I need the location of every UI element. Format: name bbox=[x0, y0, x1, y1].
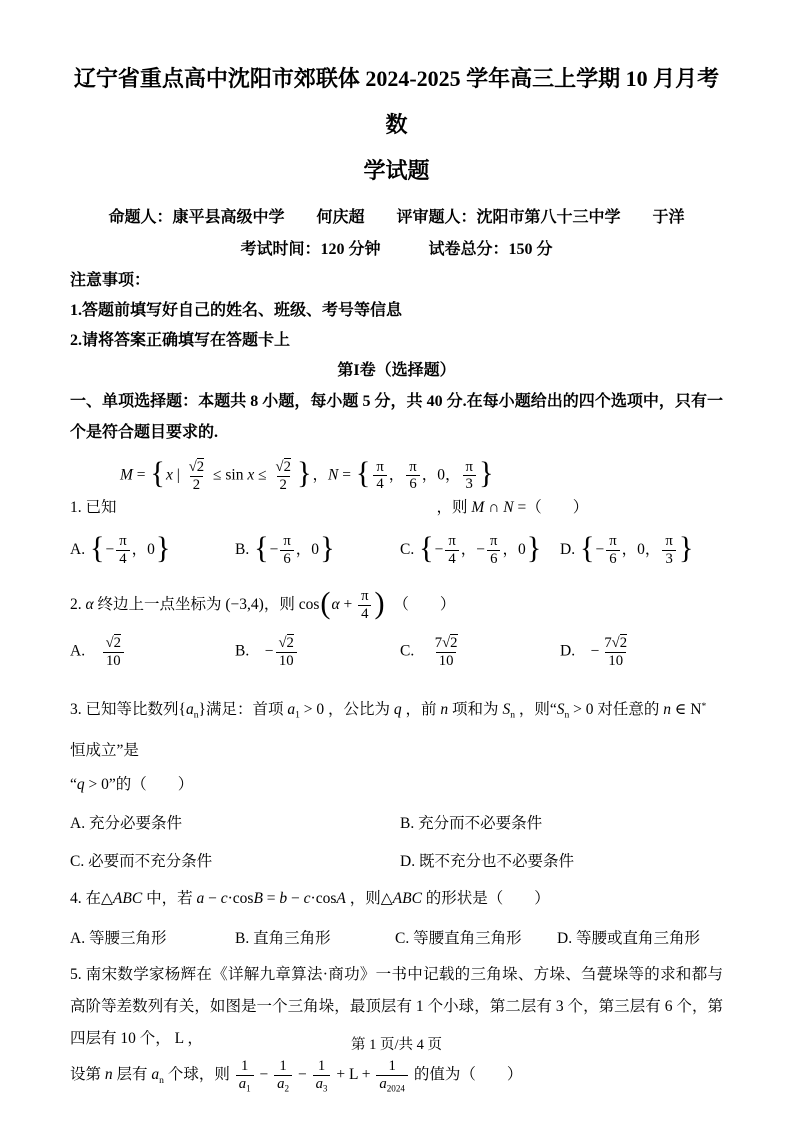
notice-title: 注意事项： bbox=[70, 272, 151, 289]
q4-option-c: C. 等腰直角三角形 bbox=[395, 930, 522, 948]
q4-option-a: A. 等腰三角形 bbox=[70, 930, 167, 948]
q2-option-c: C. $\frac{7√2}{10}$ bbox=[400, 634, 458, 669]
question-1 bbox=[70, 458, 723, 574]
q2-stem: 2. α 终边上一点坐标为 (−3,4)，则 cos(α + $\frac{\pi}{4}$ ) （ ） bbox=[70, 585, 456, 622]
q3-option-a: A. 充分必要条件 bbox=[70, 815, 182, 833]
question-2 bbox=[70, 585, 723, 675]
q5-paragraph: 5. 南宋数学家杨辉在《详解九章算法·商功》一书中记载的三角垛、方垛、刍甍垛等的求和都与高阶等差数列有关，如图是一个三角垛，最顶层有 1 个小球，第二层有 3 个，第三层有 6 个，第四层有 10 个， L ， bbox=[70, 966, 723, 1048]
section-1-intro: 一、单项选择题：本题共 8 小题，每小题 5 分，共 40 分.在每小题给出的四个选项中，只有一个是符合题目要求的. bbox=[70, 393, 723, 441]
q1-option-b: B. {− $\frac{\pi}{6}$ ，0} bbox=[235, 531, 335, 568]
notice-item-2: 2.请将答案正确填写在答题卡上 bbox=[70, 332, 291, 349]
q3-option-c: C. 必要而不充分条件 bbox=[70, 853, 213, 871]
exam-info-line: 考试时间：120 分钟 试卷总分：150 分 bbox=[240, 241, 553, 258]
q1-option-d: D. {− $\frac{\pi}{6}$ ，0， $\frac{\pi}{3}$ } bbox=[560, 531, 694, 568]
q2-options bbox=[70, 629, 723, 675]
q4-options bbox=[70, 921, 723, 953]
q1-options bbox=[70, 528, 723, 574]
title-line-2: 学试题 bbox=[363, 158, 430, 183]
authors-line: 命题人：康平县高级中学 何庆超 评审题人：沈阳市第八十三中学 于洋 bbox=[108, 209, 685, 226]
q1-set-formula: M = {x | $\frac{√2}{2}$ ≤ sin x ≤ $\frac{√2}{2}$ }，N = { $\frac{\pi}{4}$ ， $\frac{\pi}{6}$ ，0， $\frac{\pi}{3}$ } bbox=[120, 456, 494, 493]
page-footer: 第 1 页/共 4 页 bbox=[350, 1037, 443, 1053]
q3-stem-line-2: “q > 0”的（ ） bbox=[70, 776, 194, 794]
notice-item-1: 1.答题前填写好自己的姓名、班级、考号等信息 bbox=[70, 302, 403, 319]
q3-options bbox=[70, 809, 723, 877]
question-4 bbox=[70, 883, 723, 953]
question-3 bbox=[70, 689, 723, 878]
section-1-title: 第I卷（选择题） bbox=[337, 362, 456, 379]
q2-option-a: A. $\frac{√2}{10}$ bbox=[70, 634, 235, 670]
q1-option-c: C. {− $\frac{\pi}{4}$ ，− $\frac{\pi}{6}$ ，0} bbox=[400, 531, 542, 568]
q1-option-a: A. {− $\frac{\pi}{4}$ ，0} bbox=[70, 531, 171, 568]
q2-option-d: D. − $\frac{7√2}{10}$ bbox=[560, 634, 628, 669]
q4-option-d: D. 等腰或直角三角形 bbox=[557, 930, 700, 948]
q1-stem: 1. 已知 bbox=[70, 498, 117, 516]
page-title bbox=[70, 56, 723, 194]
q4-option-b: B. 直角三角形 bbox=[235, 930, 331, 948]
title-line-1: 辽宁省重点高中沈阳市郊联体 2024-2025 学年高三上学期 10 月月考数 bbox=[73, 66, 720, 137]
q2-option-b: B. − $\frac{√2}{10}$ bbox=[235, 634, 400, 670]
question-5 bbox=[70, 959, 723, 1101]
q3-stem-line-1: 3. 已知等比数列$\{a_n\}$满足：首项 $a_1 > 0$ ，公比为 q ，前 n 项和为 $S_n$ ，则“$S_n > 0$ 对任意的 n ∈ N* 恒成立”是 bbox=[70, 700, 707, 760]
q1-stem-tail: ，则 M ∩ N =（ ） bbox=[436, 498, 589, 516]
q4-stem: 4. 在△ABC 中，若 a − c·cosB = b − c·cosA ，则△ABC 的形状是（ ） bbox=[70, 890, 550, 908]
q3-option-d: D. 既不充分也不必要条件 bbox=[400, 853, 574, 871]
q5-sum-line: 设第 n 层有 $a_n$ 个球，则 $\frac{1}{a_1}$ − $\frac{1}{a_2}$ − $\frac{1}{a_3}$ + L + $\frac{1}{a_{2024}}$ 的值为（ ） bbox=[70, 1057, 523, 1094]
q3-option-b: B. 充分而不必要条件 bbox=[400, 815, 543, 833]
